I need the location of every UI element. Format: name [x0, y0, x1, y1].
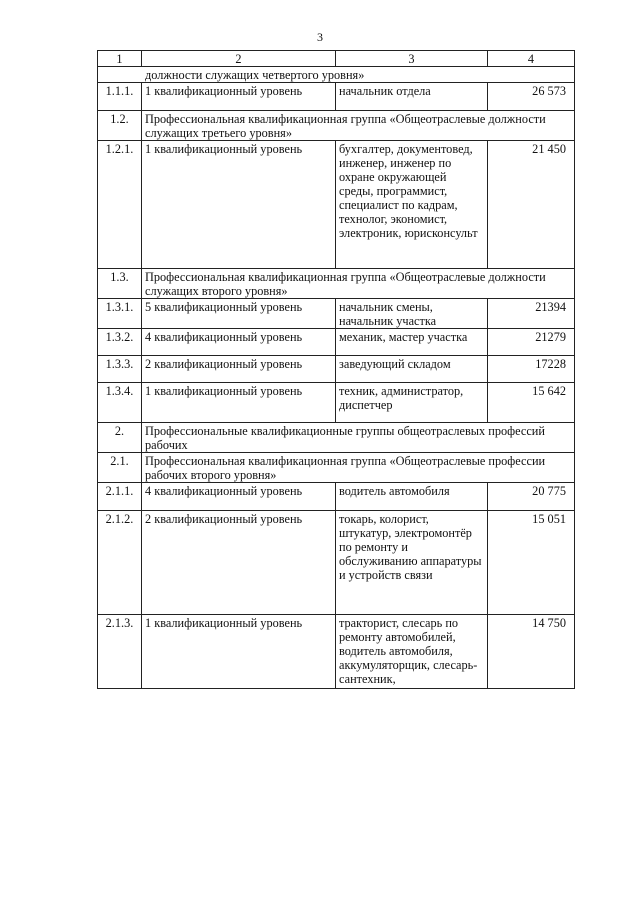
table-row — [98, 511, 575, 615]
page-number: 3 — [317, 30, 323, 44]
qualification-level: 1 квалификационный уровень — [142, 615, 336, 689]
continuation-row — [98, 67, 575, 83]
qualification-level: 1 квалификационный уровень — [142, 141, 336, 269]
qualification-level: 4 квалификационный уровень — [142, 329, 336, 356]
header-cell: 2 — [142, 51, 336, 67]
positions-list: водитель автомобиля — [336, 483, 488, 511]
row-number: 1.3.3. — [98, 356, 142, 383]
salary-value: 17228 — [488, 356, 575, 383]
table-row — [98, 356, 575, 383]
group-row — [98, 111, 575, 141]
salary-value: 14 750 — [488, 615, 575, 689]
group-row — [98, 423, 575, 453]
positions-list: техник, администратор, диспетчер — [336, 383, 488, 423]
table-header-row — [98, 51, 575, 67]
group-title: Профессиональная квалификационная группа «Общеотраслевые должности служащих третьего уровня» — [142, 111, 575, 141]
positions-list: заведующий складом — [336, 356, 488, 383]
positions-list: механик, мастер участка — [336, 329, 488, 356]
table-row — [98, 615, 575, 689]
table-row — [98, 329, 575, 356]
salary-value: 21 450 — [488, 141, 575, 269]
row-number: 2.1. — [98, 453, 142, 483]
qualification-level: 4 квалификационный уровень — [142, 483, 336, 511]
positions-list: начальник отдела — [336, 83, 488, 111]
row-number: 1.1.1. — [98, 83, 142, 111]
qualification-level: 2 квалификационный уровень — [142, 356, 336, 383]
salary-value: 20 775 — [488, 483, 575, 511]
group-title: Профессиональная квалификационная группа «Общеотраслевые профессии рабочих второго уровня» — [142, 453, 575, 483]
header-cell: 1 — [98, 51, 142, 67]
salary-value: 26 573 — [488, 83, 575, 111]
qualification-level: 1 квалификационный уровень — [142, 383, 336, 423]
table-row — [98, 383, 575, 423]
row-number: 1.2. — [98, 111, 142, 141]
row-number: 2. — [98, 423, 142, 453]
row-number: 2.1.3. — [98, 615, 142, 689]
salary-value: 15 642 — [488, 383, 575, 423]
header-cell: 4 — [488, 51, 575, 67]
row-number: 2.1.1. — [98, 483, 142, 511]
group-title: Профессиональная квалификационная группа «Общеотраслевые должности служащих второго уровня» — [142, 269, 575, 299]
positions-list: токарь, колорист, штукатур, электромонтёр по ремонту и обслуживанию аппаратуры и устройств связи — [336, 511, 488, 615]
continuation-text: должности служащих четвертого уровня» — [98, 67, 575, 83]
group-title: Профессиональные квалификационные группы общеотраслевых профессий рабочих — [142, 423, 575, 453]
qualification-level: 5 квалификационный уровень — [142, 299, 336, 329]
table-row — [98, 483, 575, 511]
table-row — [98, 83, 575, 111]
row-number: 1.3.1. — [98, 299, 142, 329]
row-number: 2.1.2. — [98, 511, 142, 615]
table-row — [98, 141, 575, 269]
qualification-level: 1 квалификационный уровень — [142, 83, 336, 111]
qualification-level: 2 квалификационный уровень — [142, 511, 336, 615]
header-cell: 3 — [336, 51, 488, 67]
salary-value: 21394 — [488, 299, 575, 329]
salary-value: 21279 — [488, 329, 575, 356]
group-row — [98, 269, 575, 299]
positions-list: бухгалтер, документовед, инженер, инженер по охране окружающей среды, программист, специалист по кадрам, технолог, экономист, электроник, юрисконсульт — [336, 141, 488, 269]
row-number: 1.3. — [98, 269, 142, 299]
group-row — [98, 453, 575, 483]
row-number: 1.3.4. — [98, 383, 142, 423]
row-number: 1.3.2. — [98, 329, 142, 356]
positions-list: тракторист, слесарь по ремонту автомобилей, водитель автомобиля, аккумуляторщик, слесарь-сантехник, — [336, 615, 488, 689]
positions-list: начальник смены, начальник участка — [336, 299, 488, 329]
salary-value: 15 051 — [488, 511, 575, 615]
salary-table — [97, 50, 575, 689]
table-row — [98, 299, 575, 329]
row-number: 1.2.1. — [98, 141, 142, 269]
